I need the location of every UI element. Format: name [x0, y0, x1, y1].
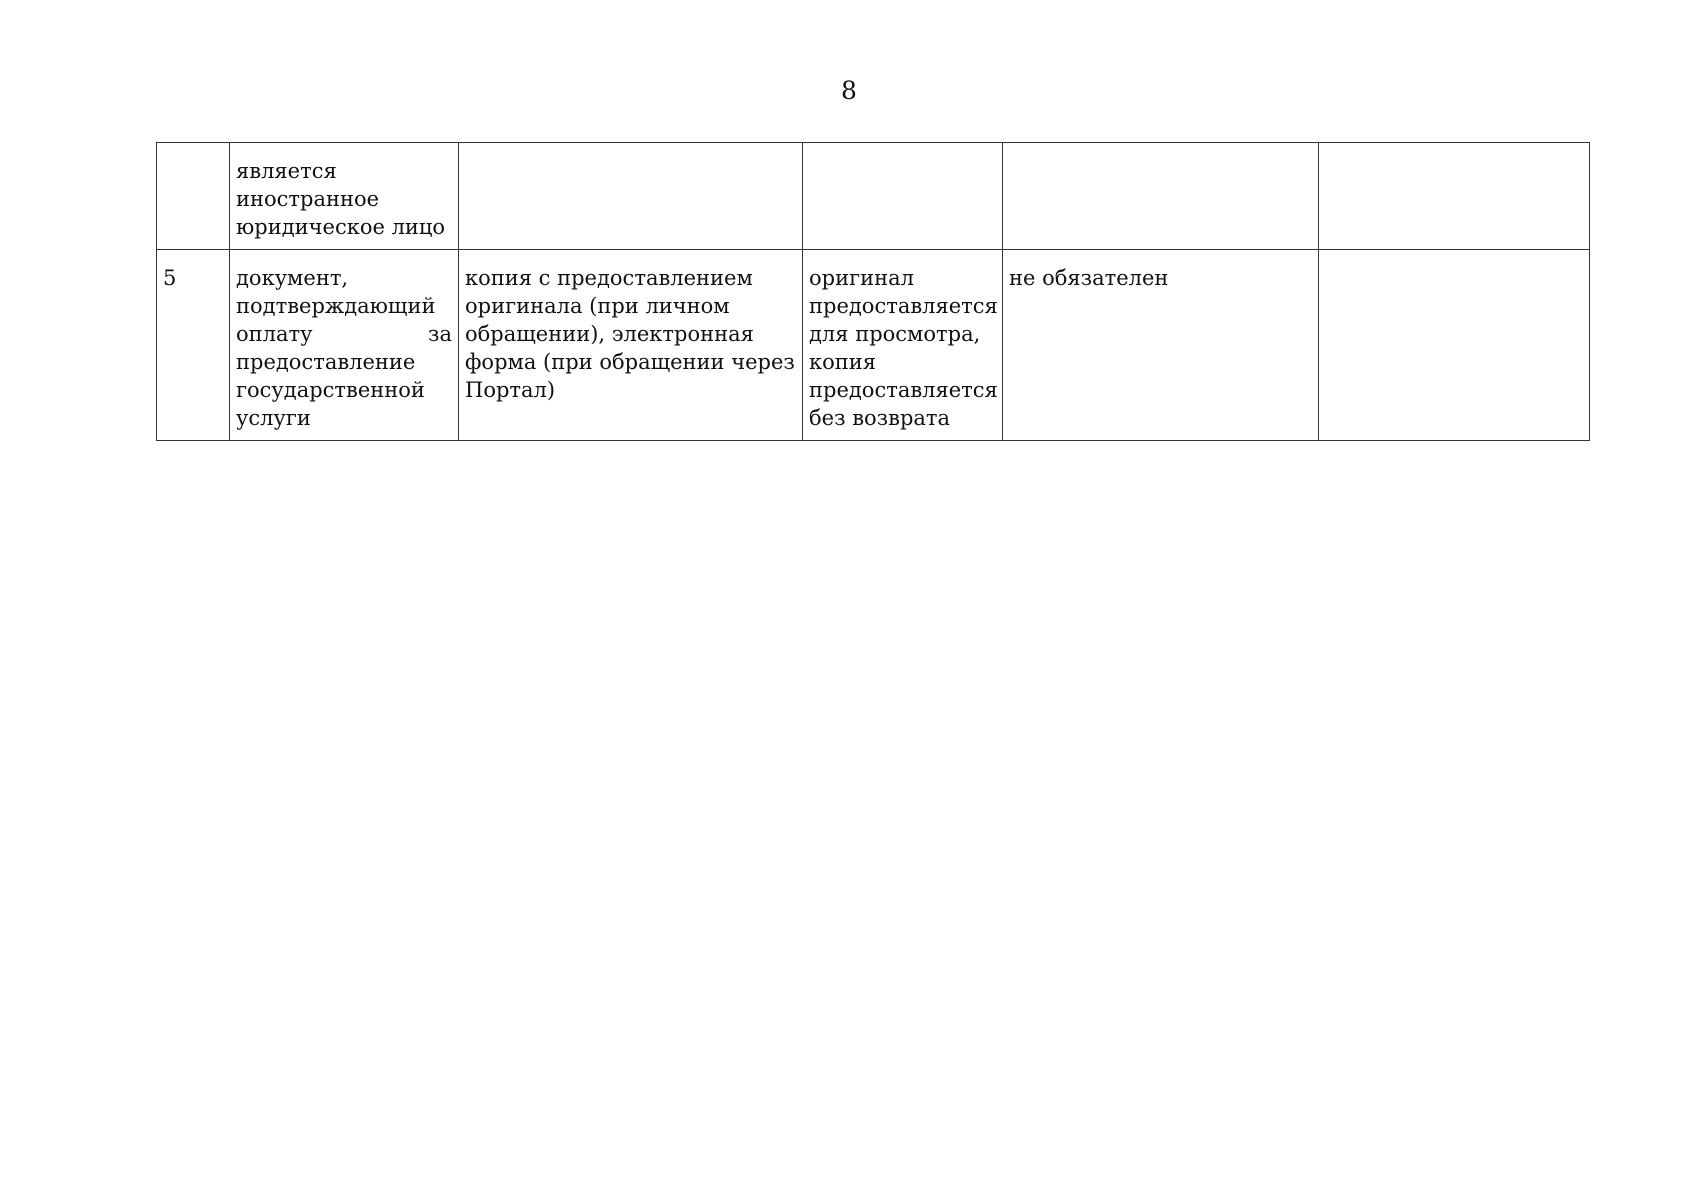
cell-document: [230, 143, 459, 250]
document-table: [156, 142, 1590, 441]
cell-handling-line: предоставляется: [809, 294, 998, 318]
cell-document-line: подтверждающий: [236, 294, 436, 318]
table-row: [157, 143, 1590, 250]
cell-form-line: Портал): [465, 378, 556, 402]
cell-number: [157, 143, 230, 250]
cell-document-line: услуги: [236, 406, 311, 430]
cell-form-line: обращении), электронная: [465, 322, 754, 346]
cell-handling-line: для просмотра,: [809, 322, 981, 346]
cell-handling-line: копия: [809, 350, 877, 374]
page-number: 8: [841, 76, 857, 105]
cell-handling-line: без возврата: [809, 406, 951, 430]
cell-handling: [803, 250, 1003, 441]
cell-handling-line: предоставляется: [809, 378, 998, 402]
cell-form-line: форма (при обращении через: [465, 350, 795, 374]
cell-extra: [1319, 143, 1590, 250]
cell-document-line: юридическое лицо: [236, 215, 446, 239]
cell-handling: [803, 143, 1003, 250]
cell-document-word: за: [428, 322, 452, 346]
cell-document-line: документ,: [236, 266, 349, 290]
cell-form-line: оригинала (при личном: [465, 294, 730, 318]
cell-number: 5: [157, 250, 230, 441]
cell-document-line: является: [236, 159, 337, 183]
cell-document-line: государственной: [236, 378, 425, 402]
cell-requirement: не обязателен: [1003, 250, 1319, 441]
cell-document-word: оплату: [236, 322, 313, 346]
cell-document-justified-line: [236, 320, 452, 348]
cell-handling-line: оригинал: [809, 266, 914, 290]
cell-form: [459, 143, 803, 250]
table-row: [157, 250, 1590, 441]
cell-document-line: иностранное: [236, 187, 380, 211]
cell-form-line: копия с предоставлением: [465, 266, 753, 290]
cell-extra: [1319, 250, 1590, 441]
cell-requirement: [1003, 143, 1319, 250]
cell-document-line: предоставление: [236, 350, 416, 374]
cell-form: [459, 250, 803, 441]
cell-document: [230, 250, 459, 441]
